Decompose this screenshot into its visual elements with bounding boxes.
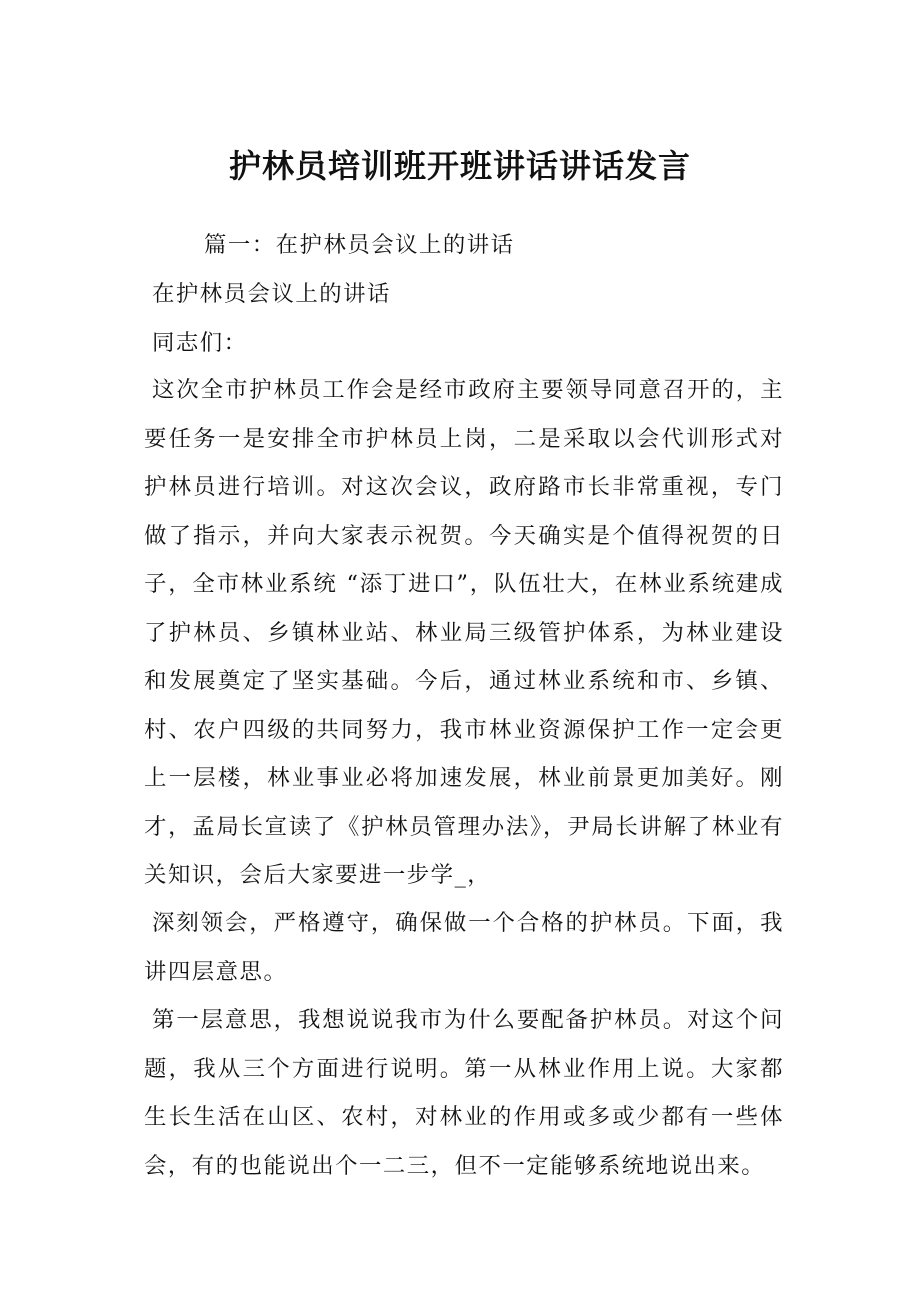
body-paragraph-2: 深刻领会，严格遵守，确保做一个合格的护林员。下面，我讲四层意思。 (144, 910, 784, 985)
body-paragraph-3: 第一层意思，我想说说我市为什么要配备护林员。对这个问题，我从三个方面进行说明。第一从林业作用上说。大家都生长生活在山区、农村，对林业的作用或多或少都有一些体会，有的也能说出个一二三，但不一定能够系统地说出来。 (144, 1007, 784, 1179)
speech-title: 在护林员会议上的讲话 (152, 281, 391, 307)
body-paragraph-1: 这次全市护林员工作会是经市政府主要领导同意召开的，主要任务一是安排全市护林员上岗，二是采取以会代训形式对护林员进行培训。对这次会议，政府路市长非常重视，专门做了指示，并向大家表示祝贺。今天确实是个值得祝贺的日子，全市林业系统 “添丁进口”，队伍壮大，在林业系统建成了护林员、乡镇林业站、林业局三级管护体系，为林业建设和发展奠定了坚实基础。今后，通过林业系统和市、乡镇、村、农户四级的共同努力，我市林业资源保护工作一定会更上一层楼，林业事业必将加速发展，林业前景更加美好。刚才，孟局长宣读了《护林员管理办法》，尹局长讲解了林业有关知识，会后大家要进一步学_， (144, 377, 784, 888)
document-title: 护林员培训班开班讲话讲话发言 (228, 147, 691, 185)
salutation: 同志们： (152, 330, 248, 356)
section-heading: 篇一：在护林员会议上的讲话 (204, 232, 515, 258)
